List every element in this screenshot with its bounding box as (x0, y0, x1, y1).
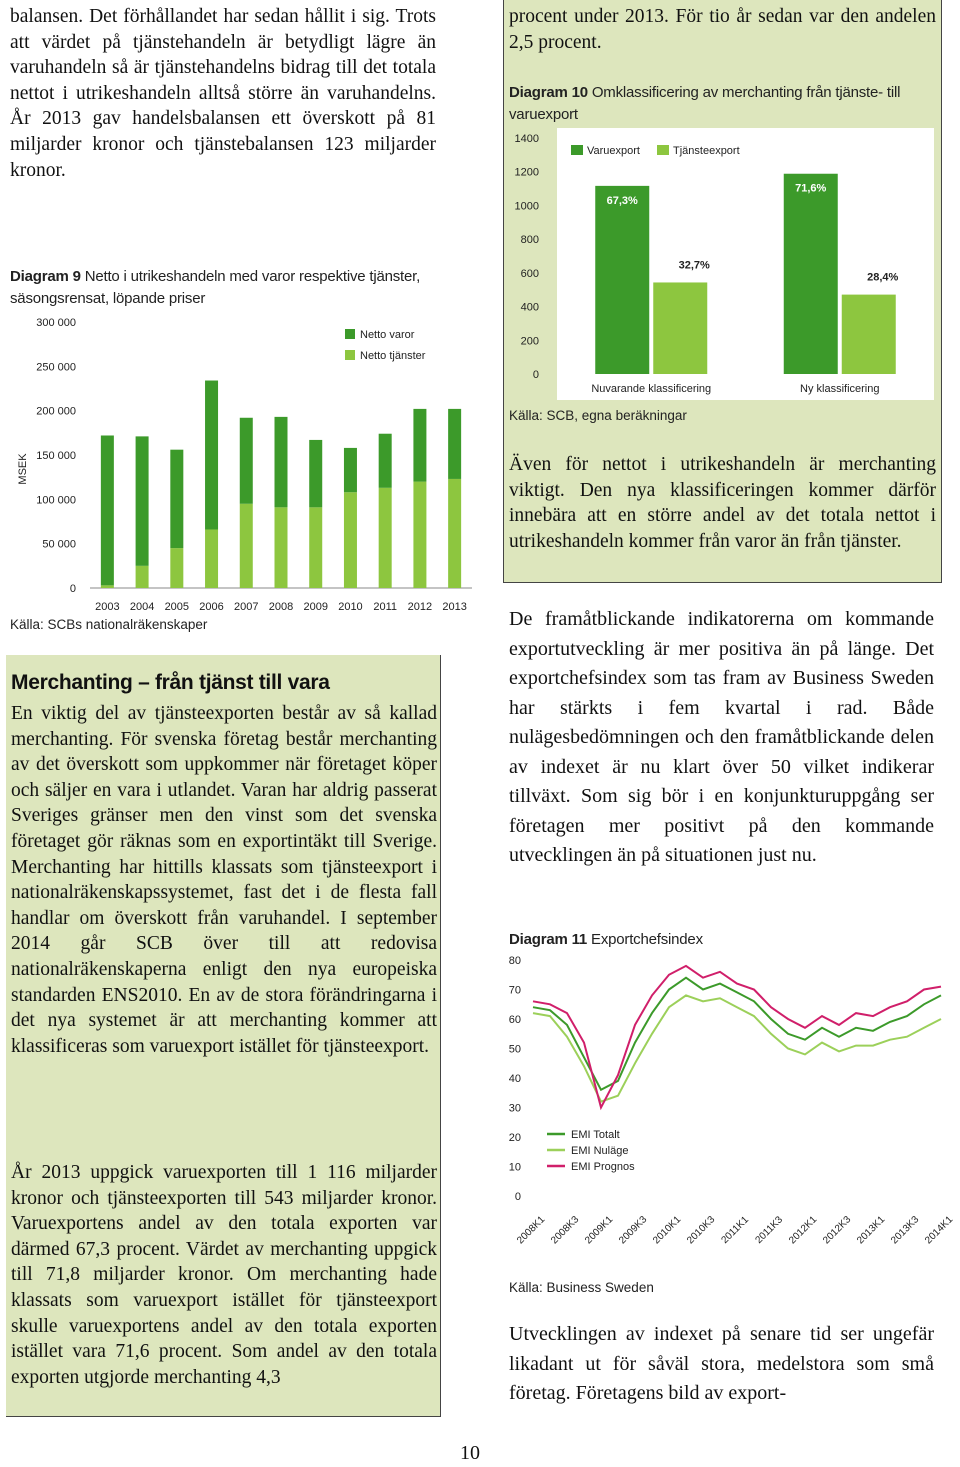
diagram9-chart (10, 316, 480, 616)
series-line-emi-nuläge (533, 995, 941, 1101)
bar-netto-varor (101, 435, 114, 585)
diagram11-chart (508, 950, 956, 1250)
y-tick-label: 0 (69, 583, 76, 595)
x-tick-label: 2012K3 (821, 1214, 854, 1247)
y-tick-label: 100 000 (36, 494, 76, 507)
diagram10-caption (509, 82, 929, 126)
y-tick-label: 1000 (514, 200, 539, 213)
merchanting-para2: År 2013 uppgick varuexporten till 1 116 miljarder kronor och tjänsteexporten till 543 miljarder kronor. Varuexportens andel av den totala exporten var därmed 67,3 procent. Värdet av merchanting uppgick till 71,8 miljarder kronor. Om merchanting hade klassats som varuexport istället för tjänsteexport skulle varuexportens andel av den totala exporten istället vara 71,6 procent. Som andel av den totala exporten utgjorde merchanting 4,3 (11, 1162, 437, 1388)
x-tick-label: 2009K1 (583, 1214, 616, 1247)
diagram10-label: Diagram 10 (509, 84, 588, 101)
merchanting-box-right (503, 0, 942, 583)
legend-label: EMI Nuläge (571, 1145, 629, 1157)
y-tick-label: 30 (508, 1102, 521, 1115)
right-tail-paragraph: Utvecklingen av indexet på senare tid ser ungefär likadant ut för såväl stora, medelstora som små företag. Företagens bild av export- (509, 1323, 934, 1404)
x-tick-label: 2010K3 (685, 1214, 718, 1247)
diagram9-label: Diagram 9 (10, 268, 81, 285)
legend-swatch (345, 350, 355, 360)
legend-swatch (657, 145, 669, 155)
x-tick-label: 2013K3 (889, 1214, 922, 1247)
y-tick-label: 250 000 (36, 361, 76, 374)
y-tick-label: 80 (508, 955, 521, 967)
bar-netto-varor (448, 409, 461, 479)
y-tick-label: 70 (508, 984, 521, 997)
diagram10-source: Källa: SCB, egna beräkningar (509, 408, 687, 423)
bar-netto-tjänster (413, 482, 426, 588)
bar-tjänsteexport (842, 295, 896, 374)
left-intro-text: balansen. Det förhållandet har sedan hållit i sig. Trots att värdet på tjänstehandeln är betydligt lägre än varuhandeln så är tjänstehandelns bidrag till det totala nettot i utrikeshandeln alltså större än varuhandelns. År 2013 gav handelsbalansen ett överskott på 81 miljarder kronor och tjänstebalansen 123 miljarder kronor. (10, 6, 436, 181)
bar-netto-varor (413, 409, 426, 482)
y-tick-label: 40 (508, 1073, 521, 1085)
y-tick-label: 60 (508, 1014, 521, 1026)
diagram9-source: Källa: SCBs nationalräkenskaper (10, 617, 208, 632)
right-paragraph: De framåtblickande indikatorerna om kommande exportutveckling är mer positiva än på länge. Det exportchefsindex som tas fram av Business Sweden har stärkts i fem kvartal i rad. Både nulägesbedömningen och den framåtblickande delen av indexet är nu klart över 50 vilket indikerar tillväxt. Som sig bör i en konjunkturuppgång ser företagen mer positivt på den kommande utvecklingen än på situationen just nu. (509, 608, 934, 866)
y-tick-label: 600 (520, 267, 539, 280)
merchanting-box-left (6, 655, 441, 1417)
y-tick-label: 10 (508, 1161, 521, 1174)
diagram11-label: Diagram 11 (509, 931, 588, 948)
data-label: 71,6% (795, 182, 827, 195)
merchanting-para4: Även för nettot i utrikeshandeln är merchanting viktigt. Den nya klassificeringen kommer därför innebära att en större andel av det totala nettot i utrikeshandeln kommer från varor än från tjänster. (509, 454, 936, 552)
diagram10-chart (509, 128, 939, 406)
x-tick-label: 2008K3 (549, 1214, 582, 1247)
bar-netto-varor (136, 436, 149, 565)
x-tick-label: 2014K1 (923, 1214, 956, 1247)
bar-netto-tjänster (344, 492, 357, 588)
x-tick-label: 2011K3 (753, 1214, 786, 1247)
bar-varuexport (595, 186, 649, 374)
data-label: 67,3% (606, 194, 638, 207)
x-tick-label: 2009 (303, 601, 328, 613)
x-tick-label: 2004 (129, 601, 155, 613)
x-tick-label: 2006 (199, 601, 224, 613)
bar-netto-tjänster (205, 529, 218, 588)
y-tick-label: 50 (508, 1043, 521, 1056)
y-tick-label: 400 (520, 301, 539, 314)
legend-label: Netto tjänster (360, 350, 426, 362)
bar-netto-tjänster (101, 585, 114, 588)
x-tick-label: 2003 (95, 601, 120, 613)
bar-netto-varor (275, 417, 288, 507)
x-tick-label: 2008K1 (515, 1214, 548, 1247)
bar-netto-varor (170, 450, 183, 548)
legend-label: EMI Totalt (571, 1129, 620, 1141)
bar-netto-varor (205, 381, 218, 530)
y-tick-label: 200 000 (36, 405, 76, 418)
x-tick-label: 2013 (442, 601, 467, 613)
merchanting-para1: En viktig del av tjänsteexporten består av så kallad merchanting. För svenska företag består merchanting av det överskott som uppkommer när företaget köper och säljer en vara i utlandet. Varan har aldrig passerat Sveriges gränser men den vinst som det svenska företaget gör räknas som en exportintäkt till Sverige. Merchanting har hittills klassats som tjänsteexport i nationalräkenskapssystemet, fast det i de flesta fall handlar om överskott från varuhandel. I september 2014 går SCB över till att redovisa nationalräkenskaperna enligt den nya europeiska standarden ENS2010. En av de stora förändringarna i det nya systemet är att merchanting kommer att klassificeras som varuexport istället för tjänsteexport. (11, 703, 437, 1057)
legend-swatch (571, 145, 583, 155)
y-axis-label: MSEK (17, 453, 29, 485)
bar-netto-varor (344, 448, 357, 492)
series-line-emi-totalt (533, 978, 941, 1090)
merchanting-heading: Merchanting – från tjänst till vara (11, 671, 330, 694)
data-label: 32,7% (678, 259, 710, 272)
y-tick-label: 0 (532, 369, 539, 381)
diagram9-caption (10, 266, 430, 310)
bar-netto-tjänster (240, 504, 253, 588)
y-tick-label: 800 (520, 234, 539, 247)
diagram11-caption (509, 929, 703, 951)
y-tick-label: 50 000 (42, 538, 76, 551)
x-tick-label: Ny klassificering (800, 383, 880, 395)
x-tick-label: 2013K1 (855, 1214, 888, 1247)
x-tick-label: 2012 (407, 601, 433, 613)
x-tick-label: 2007 (234, 601, 259, 613)
y-tick-label: 1200 (514, 166, 539, 179)
bar-netto-tjänster (448, 479, 461, 588)
bar-netto-tjänster (136, 566, 149, 588)
page-number: 10 (460, 1442, 480, 1464)
x-tick-label: 2011 (373, 601, 398, 613)
data-label: 28,4% (867, 271, 899, 284)
bar-netto-varor (309, 440, 322, 507)
x-tick-label: 2005 (164, 601, 190, 613)
legend-swatch (345, 329, 355, 339)
y-tick-label: 200 (520, 335, 539, 348)
merchanting-para3: procent under 2013. För tio år sedan var den andelen 2,5 procent. (509, 6, 936, 53)
diagram11-title: Exportchefsindex (591, 931, 703, 948)
x-tick-label: 2009K3 (617, 1214, 650, 1247)
y-tick-label: 300 000 (36, 317, 76, 329)
bar-netto-tjänster (275, 507, 288, 588)
legend-label: EMI Prognos (571, 1161, 635, 1173)
x-tick-label: 2010 (338, 601, 363, 613)
legend-label: Netto varor (360, 329, 415, 341)
bar-tjänsteexport (653, 282, 707, 374)
x-tick-label: 2011K1 (719, 1214, 752, 1247)
x-tick-label: 2010K1 (651, 1214, 684, 1247)
bar-netto-varor (379, 434, 392, 488)
x-tick-label: 2012K1 (787, 1214, 820, 1247)
bar-netto-tjänster (309, 507, 322, 588)
bar-netto-tjänster (170, 548, 183, 588)
bar-netto-varor (240, 418, 253, 504)
x-tick-label: 2008 (268, 601, 294, 613)
y-tick-label: 20 (508, 1132, 521, 1144)
legend-label: Tjänsteexport (673, 145, 740, 157)
diagram9-title: Netto i utrikeshandeln med varor respektive tjänster, säsongsrensat, löpande priser (10, 268, 421, 307)
y-tick-label: 150 000 (36, 450, 76, 462)
bar-netto-tjänster (379, 488, 392, 588)
x-tick-label: Nuvarande klassificering (591, 383, 712, 395)
y-tick-label: 0 (514, 1191, 521, 1203)
diagram10-title: Omklassificering av merchanting från tjänste- till varuexport (509, 84, 901, 123)
diagram11-source: Källa: Business Sweden (509, 1280, 654, 1295)
legend-label: Varuexport (587, 145, 640, 157)
bar-varuexport (784, 174, 838, 374)
y-tick-label: 1400 (514, 133, 539, 145)
